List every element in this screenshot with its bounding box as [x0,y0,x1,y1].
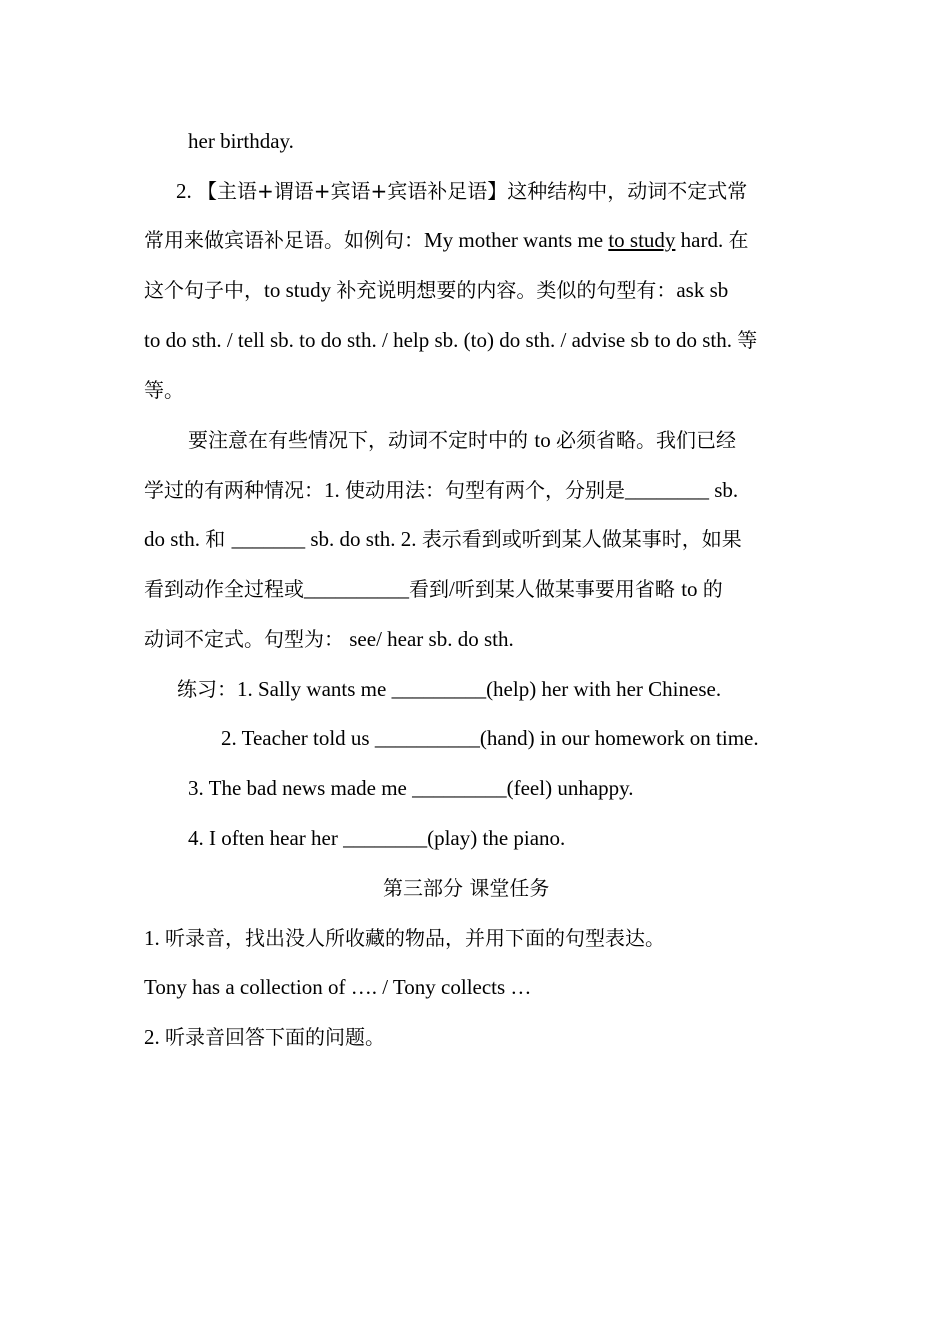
text-line [144,326,757,354]
text-segment: 必须省略。我们已经 [555,428,736,452]
text-segment: 听到某人做某事要用省略 [454,577,682,601]
text-segment: _______ sb. do sth. 2. [231,527,422,551]
text-segment: 听录音回答下面的问题。 [165,1025,385,1049]
task-line: Tony has a collection of …. / Tony collects … [144,975,532,999]
text-segment: 要注意在有些情况下，动词不定时中的 [188,428,535,452]
text-segment: / [449,577,455,601]
task-line [144,924,665,952]
text-segment: __________ [304,577,409,601]
text-segment: 补充说明想要的内容。类似的句型有： [336,278,677,302]
section-title: 第三部分 课堂任务 [383,876,550,900]
text-segment: to [534,428,556,452]
text-segment: 练习： [177,677,237,701]
text-segment: 使动用法：句型有两个，分别是 [345,478,625,502]
text-segment: 在 [728,228,749,252]
text-segment: 2. [176,179,197,203]
exercise-line [177,675,721,703]
text-segment: 的 [702,577,723,601]
text-segment: 1. [324,478,345,502]
text-line [144,276,728,304]
text-line [144,575,723,603]
text-line [144,625,514,653]
text-segment: 听录音，找出没人所收藏的物品，并用下面的句型表达。 [165,926,665,950]
task-line [144,1023,385,1051]
exercise-line: 3. The bad news made me _________(feel) unhappy. [188,776,634,800]
text-segment: see/ hear sb. do sth. [344,627,514,651]
text-line: her birthday. [188,129,294,153]
text-segment: 学过的有两种情况： [144,478,324,502]
text-segment: to [681,577,703,601]
text-segment: 看到 [409,577,449,601]
text-line [144,476,738,504]
text-segment: ask sb [676,278,729,302]
text-segment: 这个句子中， [144,278,264,302]
text-segment: to do sth. / tell sb. to do sth. / help sb. (to) do sth. / advise sb to do sth. [144,328,738,352]
text-segment: ________ sb. [625,478,739,502]
text-segment: 表示看到或听到某人做某事时，如果 [421,527,742,551]
text-segment: 1. Sally wants me _________(help) her with her Chinese. [237,677,722,701]
text-segment: 1. [144,926,165,950]
text-segment: to study [264,278,337,302]
text-segment: do sth. [144,527,206,551]
text-line [144,525,742,553]
text-segment: 2. [144,1025,165,1049]
text-segment: 动词不定式。句型为： [144,627,344,651]
text-line: 等。 [144,378,184,402]
text-line [176,177,747,205]
text-segment: hard. [675,228,729,252]
text-segment: 常用来做宾语补足语。如例句： [144,228,424,252]
text-line [144,226,748,254]
text-segment: 看到动作全过程或 [144,577,304,601]
text-line [188,426,736,454]
text-segment: 【主语+谓语+宾语+宾语补足语】这种结构中，动词不定式常 [197,179,748,203]
exercise-line: 4. I often hear her ________(play) the piano. [188,826,566,850]
text-segment: 和 [205,527,232,551]
text-segment: 等 [737,328,758,352]
text-segment: to study [608,228,676,252]
text-segment: My mother wants me [424,228,609,252]
exercise-line: 2. Teacher told us __________(hand) in our homework on time. [221,726,759,750]
